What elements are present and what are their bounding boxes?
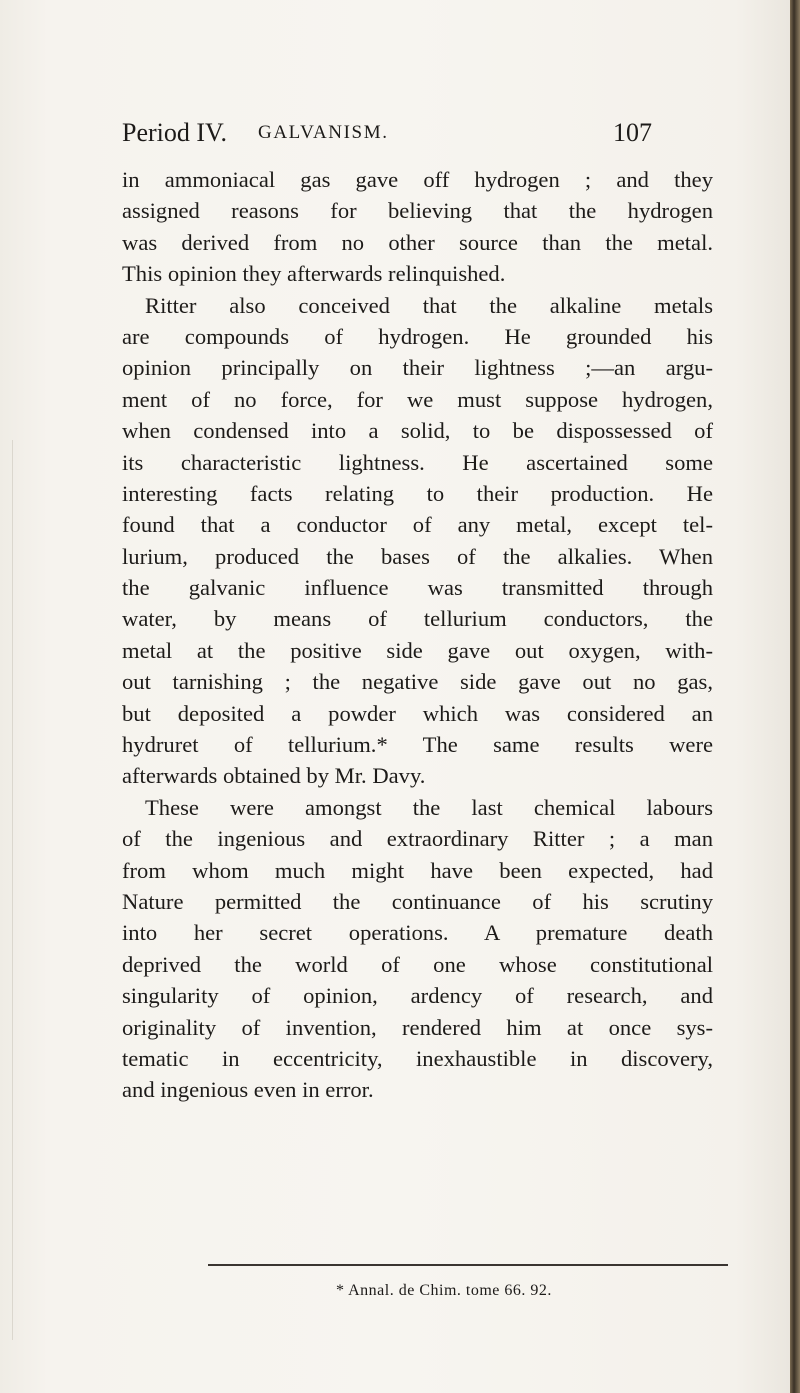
text-line: deprived the world of one whose constitutional [122,951,713,977]
book-spine [790,0,800,1393]
text-line: This opinion they afterwards relinquished. [122,261,506,287]
text-line: water, by means of tellurium conductors, the [122,606,713,632]
text-line: lurium, produced the bases of the alkalies. When [122,543,713,569]
text-line: when condensed into a solid, to be dispossessed of [122,418,713,444]
text-line: These were amongst the last chemical labours [145,794,713,820]
text-line: was derived from no other source than the metal. [122,229,713,255]
text-line: into her secret operations. A premature death [122,920,713,946]
text-line: originality of invention, rendered him at once sys- [122,1014,713,1040]
body-text [122,164,713,1106]
text-line: metal at the positive side gave out oxygen, with- [122,637,713,663]
text-line: Ritter also conceived that the alkaline metals [145,292,713,318]
text-line: assigned reasons for believing that the hydrogen [122,198,713,224]
running-header [122,118,652,154]
header-title: GALVANISM. [258,122,389,143]
text-line: ment of no force, for we must suppose hydrogen, [122,386,713,412]
text-line: its characteristic lightness. He ascertained some [122,449,713,475]
text-line: and ingenious even in error. [122,1077,374,1103]
text-line: Nature permitted the continuance of his scrutiny [122,888,713,914]
text-line: interesting facts relating to their production. He [122,480,713,506]
text-line: out tarnishing ; the negative side gave out no gas, [122,669,713,695]
header-period: Period IV. [122,118,227,147]
footnote: * Annal. de Chim. tome 66. 92. [336,1282,552,1299]
page-edge-shadow [12,440,13,1340]
footnote-rule [208,1264,728,1266]
text-line: afterwards obtained by Mr. Davy. [122,763,426,789]
text-line: are compounds of hydrogen. He grounded his [122,323,713,349]
text-line: found that a conductor of any metal, except tel- [122,512,713,538]
text-line: opinion principally on their lightness ;—an argu- [122,355,713,381]
text-line: but deposited a powder which was considered an [122,700,713,726]
text-line: in ammoniacal gas gave off hydrogen ; and they [122,167,713,192]
text-line: singularity of opinion, ardency of research, and [122,983,713,1009]
text-line: from whom much might have been expected, had [122,857,713,883]
text-line: of the ingenious and extraordinary Ritter ; a man [122,826,713,852]
page-number: 107 [613,118,652,147]
text-line: tematic in eccentricity, inexhaustible in discovery, [122,1045,713,1071]
text-line: the galvanic influence was transmitted through [122,575,713,601]
text-line: hydruret of tellurium.* The same results were [122,732,713,758]
